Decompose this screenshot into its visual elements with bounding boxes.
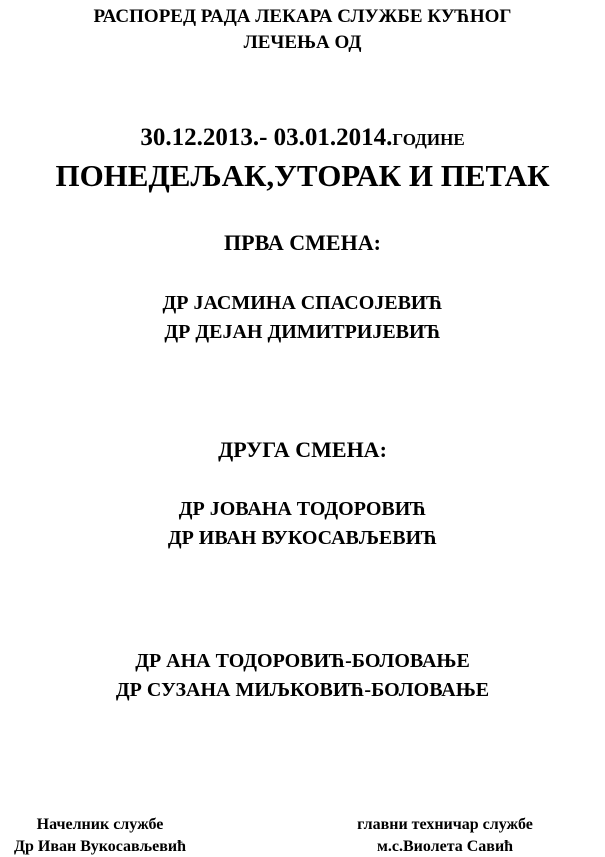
header-title-line-2: ЛЕЧЕЊА ОД: [243, 32, 362, 53]
second-shift-doctor: ДР ИВАН ВУКОСАВЉЕВИЋ: [167, 527, 438, 549]
period-dates: [0, 125, 605, 150]
period-dates-suffix: ГОДИНЕ: [392, 130, 465, 149]
header-title-line-1: РАСПОРЕД РАДА ЛЕКАРА СЛУЖБЕ КУЋНОГ: [93, 6, 512, 27]
period-dates-text: 30.12.2013.- 03.01.2014.: [140, 124, 393, 151]
first-shift-doctor: ДР ДЕЈАН ДИМИТРИЈЕВИЋ: [164, 321, 441, 343]
second-shift-doctor: ДР ЈОВАНА ТОДОРОВИЋ: [178, 498, 427, 520]
signature-left-role: Начелник службе: [36, 816, 164, 833]
signature-right-name: м.с.Виолета Савић: [376, 838, 514, 855]
first-shift-doctor: ДР ЈАСМИНА СПАСОЈЕВИЋ: [162, 292, 443, 314]
sick-leave-doctor: ДР СУЗАНА МИЉКОВИЋ-БОЛОВАЊЕ: [115, 679, 490, 701]
sick-leave-doctor: ДР АНА ТОДОРОВИЋ-БОЛОВАЊЕ: [135, 650, 470, 672]
signature-left-name: Др Иван Вукосављевић: [14, 838, 186, 855]
second-shift-label: ДРУГА СМЕНА:: [218, 437, 387, 462]
first-shift-label: ПРВА СМЕНА:: [224, 230, 381, 255]
working-days: ПОНЕДЕЉАК,УТОРАК И ПЕТАК: [55, 158, 550, 193]
signature-right-role: главни техничар службе: [357, 816, 533, 833]
